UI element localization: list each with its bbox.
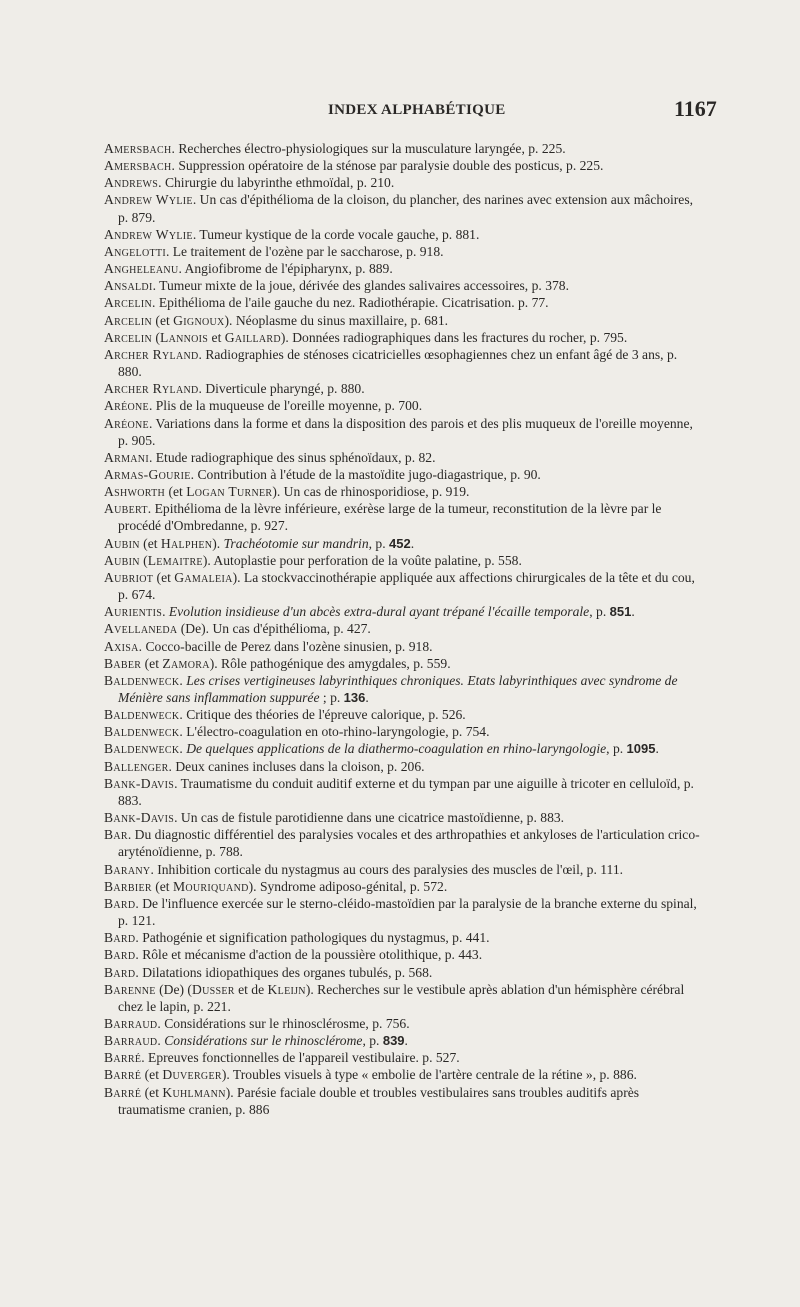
author-name: Angheleanu	[104, 261, 179, 277]
author-name: Lannois	[159, 329, 209, 345]
index-entry	[104, 603, 704, 620]
author-name: Amersbach	[104, 141, 172, 156]
author-name: Aubert	[104, 501, 148, 517]
entry-text: ). Syndrome adiposo-génital, p. 572.	[248, 878, 448, 894]
author-name: Barbier	[104, 878, 152, 894]
author-name: Bar	[104, 827, 128, 843]
entry-text: (et	[139, 535, 161, 551]
index-entry	[104, 1049, 704, 1066]
article-title: De quelques applications de la diathermo-coagulation en rhino-laryngologie	[186, 741, 607, 757]
entry-text: ). Rôle pathogénique des amygdales, p. 559.	[209, 655, 451, 671]
page-header	[0, 96, 800, 126]
author-name: Archer Ryland	[104, 346, 199, 362]
entry-text: (et	[141, 1084, 163, 1100]
author-name: Logan Turner	[186, 484, 273, 500]
entry-text: . Pathogénie et signification pathologiques du nystagmus, p. 441.	[135, 930, 490, 946]
author-name: Barraud	[104, 1033, 158, 1049]
entry-text: . Inhibition corticale du nystagmus au cours des paralysies des muscles de l'œil, p. 111.	[150, 861, 624, 877]
entry-text: . Tumeur mixte de la joue, dérivée des glandes salivaires accessoires, p. 378.	[152, 278, 569, 294]
author-name: Andrews	[104, 175, 159, 191]
entry-text: . Diverticule pharyngé, p. 880.	[198, 381, 365, 397]
index-entry	[104, 260, 704, 277]
index-entry	[104, 226, 704, 243]
entry-text: ). Recherches sur le vestibule après ablation d'un hémisphère cérébral chez le lapin, p. 221.	[118, 981, 685, 1014]
index-entry	[104, 346, 704, 380]
entry-text: , p.	[362, 1033, 383, 1049]
author-name: Mouriquand	[172, 878, 249, 894]
index-entry	[104, 638, 704, 655]
entry-text: .	[162, 604, 169, 620]
entry-text: . Chirurgie du labyrinthe ethmoïdal, p. 210.	[158, 175, 395, 191]
index-entry	[104, 312, 704, 329]
index-entry	[104, 329, 704, 346]
index-entry	[104, 449, 704, 466]
index-entry	[104, 809, 704, 826]
author-name: Kuhlmann	[162, 1084, 226, 1100]
entry-text: (	[139, 552, 148, 568]
page-reference: 851	[609, 604, 632, 620]
index-entry	[104, 277, 704, 294]
entry-text: (et	[153, 569, 175, 585]
entry-text: .	[655, 741, 659, 757]
entry-text: .	[404, 1033, 408, 1049]
author-name: Bank-Davis	[104, 775, 175, 791]
entry-text: .	[410, 535, 415, 551]
index-entry	[104, 483, 704, 500]
entry-text: . Rôle et mécanisme d'action de la poussière otolithique, p. 443.	[135, 947, 483, 963]
entry-text: . Deux canines incluses dans la cloison, p. 206.	[168, 758, 425, 774]
author-name: Armas-Gourie	[104, 466, 191, 482]
index-entry	[104, 655, 704, 672]
author-name: Bard	[104, 895, 136, 911]
entry-text: . Recherches électro-physiologiques sur la musculature laryngée, p. 225.	[171, 141, 566, 156]
index-entry	[104, 191, 704, 225]
author-name: Axisa	[104, 638, 139, 654]
entry-text: ). Troubles visuels à type « embolie de l'artère centrale de la rétine », p. 886.	[221, 1067, 637, 1083]
entry-text: .	[179, 741, 187, 757]
author-name: Ansaldi	[104, 278, 153, 294]
author-name: Bard	[104, 964, 136, 980]
index-entry	[104, 964, 704, 981]
author-name: Lemaitre	[147, 552, 203, 568]
index-entry	[104, 723, 704, 740]
entry-text: . Variations dans la forme et dans la disposition des parois et des plis muqueux de l'oreille moyenne, p. 905.	[118, 415, 693, 448]
author-name: Barraud	[104, 1015, 158, 1031]
entry-text: , p.	[368, 535, 390, 551]
author-name: Arcelin	[104, 329, 153, 345]
author-name: Baldenweck	[104, 672, 180, 688]
entry-text: , p.	[606, 741, 627, 757]
index-entry	[104, 174, 704, 191]
entry-text: ; p.	[319, 690, 344, 705]
index-entry	[104, 1084, 704, 1118]
entry-text: et	[208, 329, 225, 345]
index-entry	[104, 895, 704, 929]
index-entry	[104, 861, 704, 878]
author-name: Aubriot	[104, 569, 154, 585]
entry-text: . L'électro-coagulation en oto-rhino-laryngologie, p. 754.	[179, 724, 490, 740]
entry-text: . Contribution à l'étude de la mastoïdite jugo-diagastrique, p. 90.	[190, 466, 541, 482]
entry-text: (et	[141, 1067, 163, 1083]
index-entry	[104, 535, 704, 552]
index-entry	[104, 380, 704, 397]
author-name: Ashworth	[104, 484, 166, 500]
author-name: Aubin	[104, 535, 140, 551]
entry-text: . Critique des théories de l'épreuve calorique, p. 526.	[179, 707, 466, 723]
article-title: Considérations sur le rhinosclérome	[164, 1033, 363, 1049]
index-entries	[104, 140, 704, 1118]
page-reference: 1095	[626, 741, 656, 757]
author-name: Barenne	[104, 981, 156, 997]
index-entry	[104, 552, 704, 569]
entry-text: ). Parésie faciale double et troubles vestibulaires sans troubles auditifs après traumatisme cranien, p. 886	[118, 1084, 640, 1117]
index-entry	[104, 1015, 704, 1032]
index-entry	[104, 243, 704, 260]
index-entry	[104, 706, 704, 723]
entry-text: . Dilatations idiopathiques des organes tubulés, p. 568.	[135, 964, 433, 980]
entry-text: . Etude radiographique des sinus sphénoïdaux, p. 82.	[148, 449, 436, 465]
author-name: Gamaleia	[174, 569, 233, 585]
article-title: Trachéotomie sur mandrin	[223, 535, 369, 551]
index-entry	[104, 740, 704, 757]
entry-text: ). Néoplasme du sinus maxillaire, p. 681.	[224, 312, 449, 328]
entry-text: (et	[151, 878, 173, 894]
article-title: Evolution insidieuse d'un abcès extra-dural ayant trépané l'écaille temporale	[168, 604, 590, 620]
entry-text: . De l'influence exercée sur le sterno-cléido-mastoïdien par la paralysie de la branche externe du spinal, p. 121.	[118, 895, 697, 929]
author-name: Gignoux	[173, 312, 225, 328]
entry-text: . Cocco-bacille de Perez dans l'ozène sinusien, p. 918.	[138, 638, 433, 654]
author-name: Baldenweck	[104, 741, 180, 757]
index-entry	[104, 157, 704, 174]
entry-text: et de	[234, 981, 268, 997]
entry-text: . Radiographies de sténoses cicatricielles œsophagiennes chez un enfant âgé de 3 ans, p. 880.	[118, 346, 678, 380]
index-entry	[104, 466, 704, 483]
author-name: Aréone	[104, 398, 149, 414]
entry-text: . Considérations sur le rhinosclérosme, p. 756.	[157, 1015, 410, 1031]
entry-text: . Un cas de fistule parotidienne dans une cicatrice mastoïdienne, p. 883.	[174, 810, 565, 826]
author-name: Aurientis	[104, 604, 163, 620]
author-name: Barré	[104, 1050, 142, 1066]
author-name: Kleijn	[267, 981, 306, 997]
running-title: INDEX ALPHABÉTIQUE	[328, 102, 506, 118]
page-number: 1167	[674, 96, 717, 121]
author-name: Baldenweck	[104, 707, 180, 723]
entry-text: . Plis de la muqueuse de l'oreille moyenne, p. 700.	[148, 398, 423, 414]
entry-text: . Angiofibrome de l'épipharynx, p. 889.	[178, 261, 393, 277]
index-entry	[104, 946, 704, 963]
entry-text: .	[365, 690, 369, 705]
entry-text: ). Données radiographiques dans les fractures du rocher, p. 795.	[280, 329, 628, 345]
author-name: Aubin	[104, 552, 140, 568]
page-reference: 136	[343, 690, 366, 705]
index-entry	[104, 140, 704, 157]
entry-text: .	[179, 672, 187, 688]
entry-text: . Tumeur kystique de la corde vocale gauche, p. 881.	[192, 226, 480, 242]
index-entry	[104, 1066, 704, 1083]
entry-text: ). Autoplastie pour perforation de la voûte palatine, p. 558.	[202, 552, 522, 568]
index-entry	[104, 397, 704, 414]
index-entry	[104, 826, 704, 860]
index-entry	[104, 620, 704, 637]
entry-text: . Traumatisme du conduit auditif externe et du tympan par une aiguille à tricoter en celluloïd, p. 883.	[118, 775, 694, 808]
entry-text: .	[157, 1033, 165, 1049]
author-name: Bard	[104, 947, 136, 963]
author-name: Bank-Davis	[104, 810, 175, 826]
author-name: Gaillard	[224, 329, 281, 345]
article-title: Les crises vertigineuses labyrinthiques chroniques. Etats labyrinthiques avec syndrome de Ménière sans inflammation suppurée	[118, 672, 678, 705]
author-name: Barré	[104, 1067, 142, 1083]
entry-text: (et	[152, 312, 174, 328]
index-entry	[104, 500, 704, 534]
author-name: Andrew Wylie	[104, 226, 193, 242]
index-entry	[104, 929, 704, 946]
entry-text: . Epreuves fonctionnelles de l'appareil vestibulaire. p. 527.	[141, 1050, 460, 1066]
author-name: Dusser	[191, 981, 235, 997]
page-reference: 452	[389, 535, 411, 551]
index-entry	[104, 672, 704, 706]
index-entry	[104, 1032, 704, 1049]
index-entry	[104, 294, 704, 311]
entry-text: (et	[141, 655, 163, 671]
index-entry	[104, 758, 704, 775]
author-name: Andrew Wylie	[104, 192, 193, 208]
entry-text: . Epithélioma de la lèvre inférieure, exérèse large de la tumeur, reconstitution de la lèvre par le procédé d'Ombredanne, p. 927.	[118, 501, 662, 534]
author-name: Ballenger	[104, 758, 169, 774]
author-name: Bard	[104, 930, 136, 946]
index-entry	[104, 569, 704, 603]
entry-text: (De) (	[155, 981, 192, 997]
page-reference: 839	[382, 1033, 405, 1049]
author-name: Amersbach	[104, 158, 172, 174]
author-name: Barany	[104, 861, 151, 877]
entry-text: (De). Un cas d'épithélioma, p. 427.	[177, 621, 371, 637]
entry-text: (et	[165, 484, 187, 500]
author-name: Avellaneda	[104, 621, 178, 637]
author-name: Angelotti	[104, 243, 166, 259]
entry-text: . Suppression opératoire de la sténose par paralysie double des posticus, p. 225.	[171, 158, 604, 174]
entry-text: ). La stockvaccinothérapie appliquée aux affections chirurgicales de la tête et du cou, p. 674.	[118, 569, 695, 603]
entry-text: . Un cas d'épithélioma de la cloison, du plancher, des narines avec extension aux mâchoires, p. 879.	[118, 192, 694, 225]
entry-text: .	[631, 604, 635, 620]
index-entry	[104, 981, 704, 1015]
entry-text: ). Un cas de rhinosporidiose, p. 919.	[272, 484, 470, 500]
entry-text: . Epithélioma de l'aile gauche du nez. Radiothérapie. Cicatrisation. p. 77.	[152, 295, 549, 311]
entry-text: ).	[212, 535, 224, 551]
entry-text: . Du diagnostic différentiel des paralysies vocales et des arthropathies et ankyloses de l'articulation crico-aryténoïdienne, p. 788.	[118, 827, 700, 860]
entry-text: (	[152, 329, 160, 345]
entry-text: . Le traitement de l'ozène par le saccharose, p. 918.	[165, 243, 444, 259]
author-name: Halphen	[160, 535, 213, 551]
author-name: Duverger	[162, 1067, 222, 1083]
index-entry	[104, 775, 704, 809]
author-name: Barré	[104, 1084, 142, 1100]
index-entry	[104, 878, 704, 895]
author-name: Archer Ryland	[104, 381, 199, 397]
author-name: Arcelin	[104, 312, 153, 328]
author-name: Baldenweck	[104, 724, 180, 740]
author-name: Zamora	[162, 655, 210, 671]
entry-text: , p.	[589, 604, 610, 620]
author-name: Aréone	[104, 415, 149, 431]
index-entry	[104, 415, 704, 449]
author-name: Baber	[104, 655, 142, 671]
author-name: Armani	[104, 449, 149, 465]
author-name: Arcelin	[104, 295, 153, 311]
